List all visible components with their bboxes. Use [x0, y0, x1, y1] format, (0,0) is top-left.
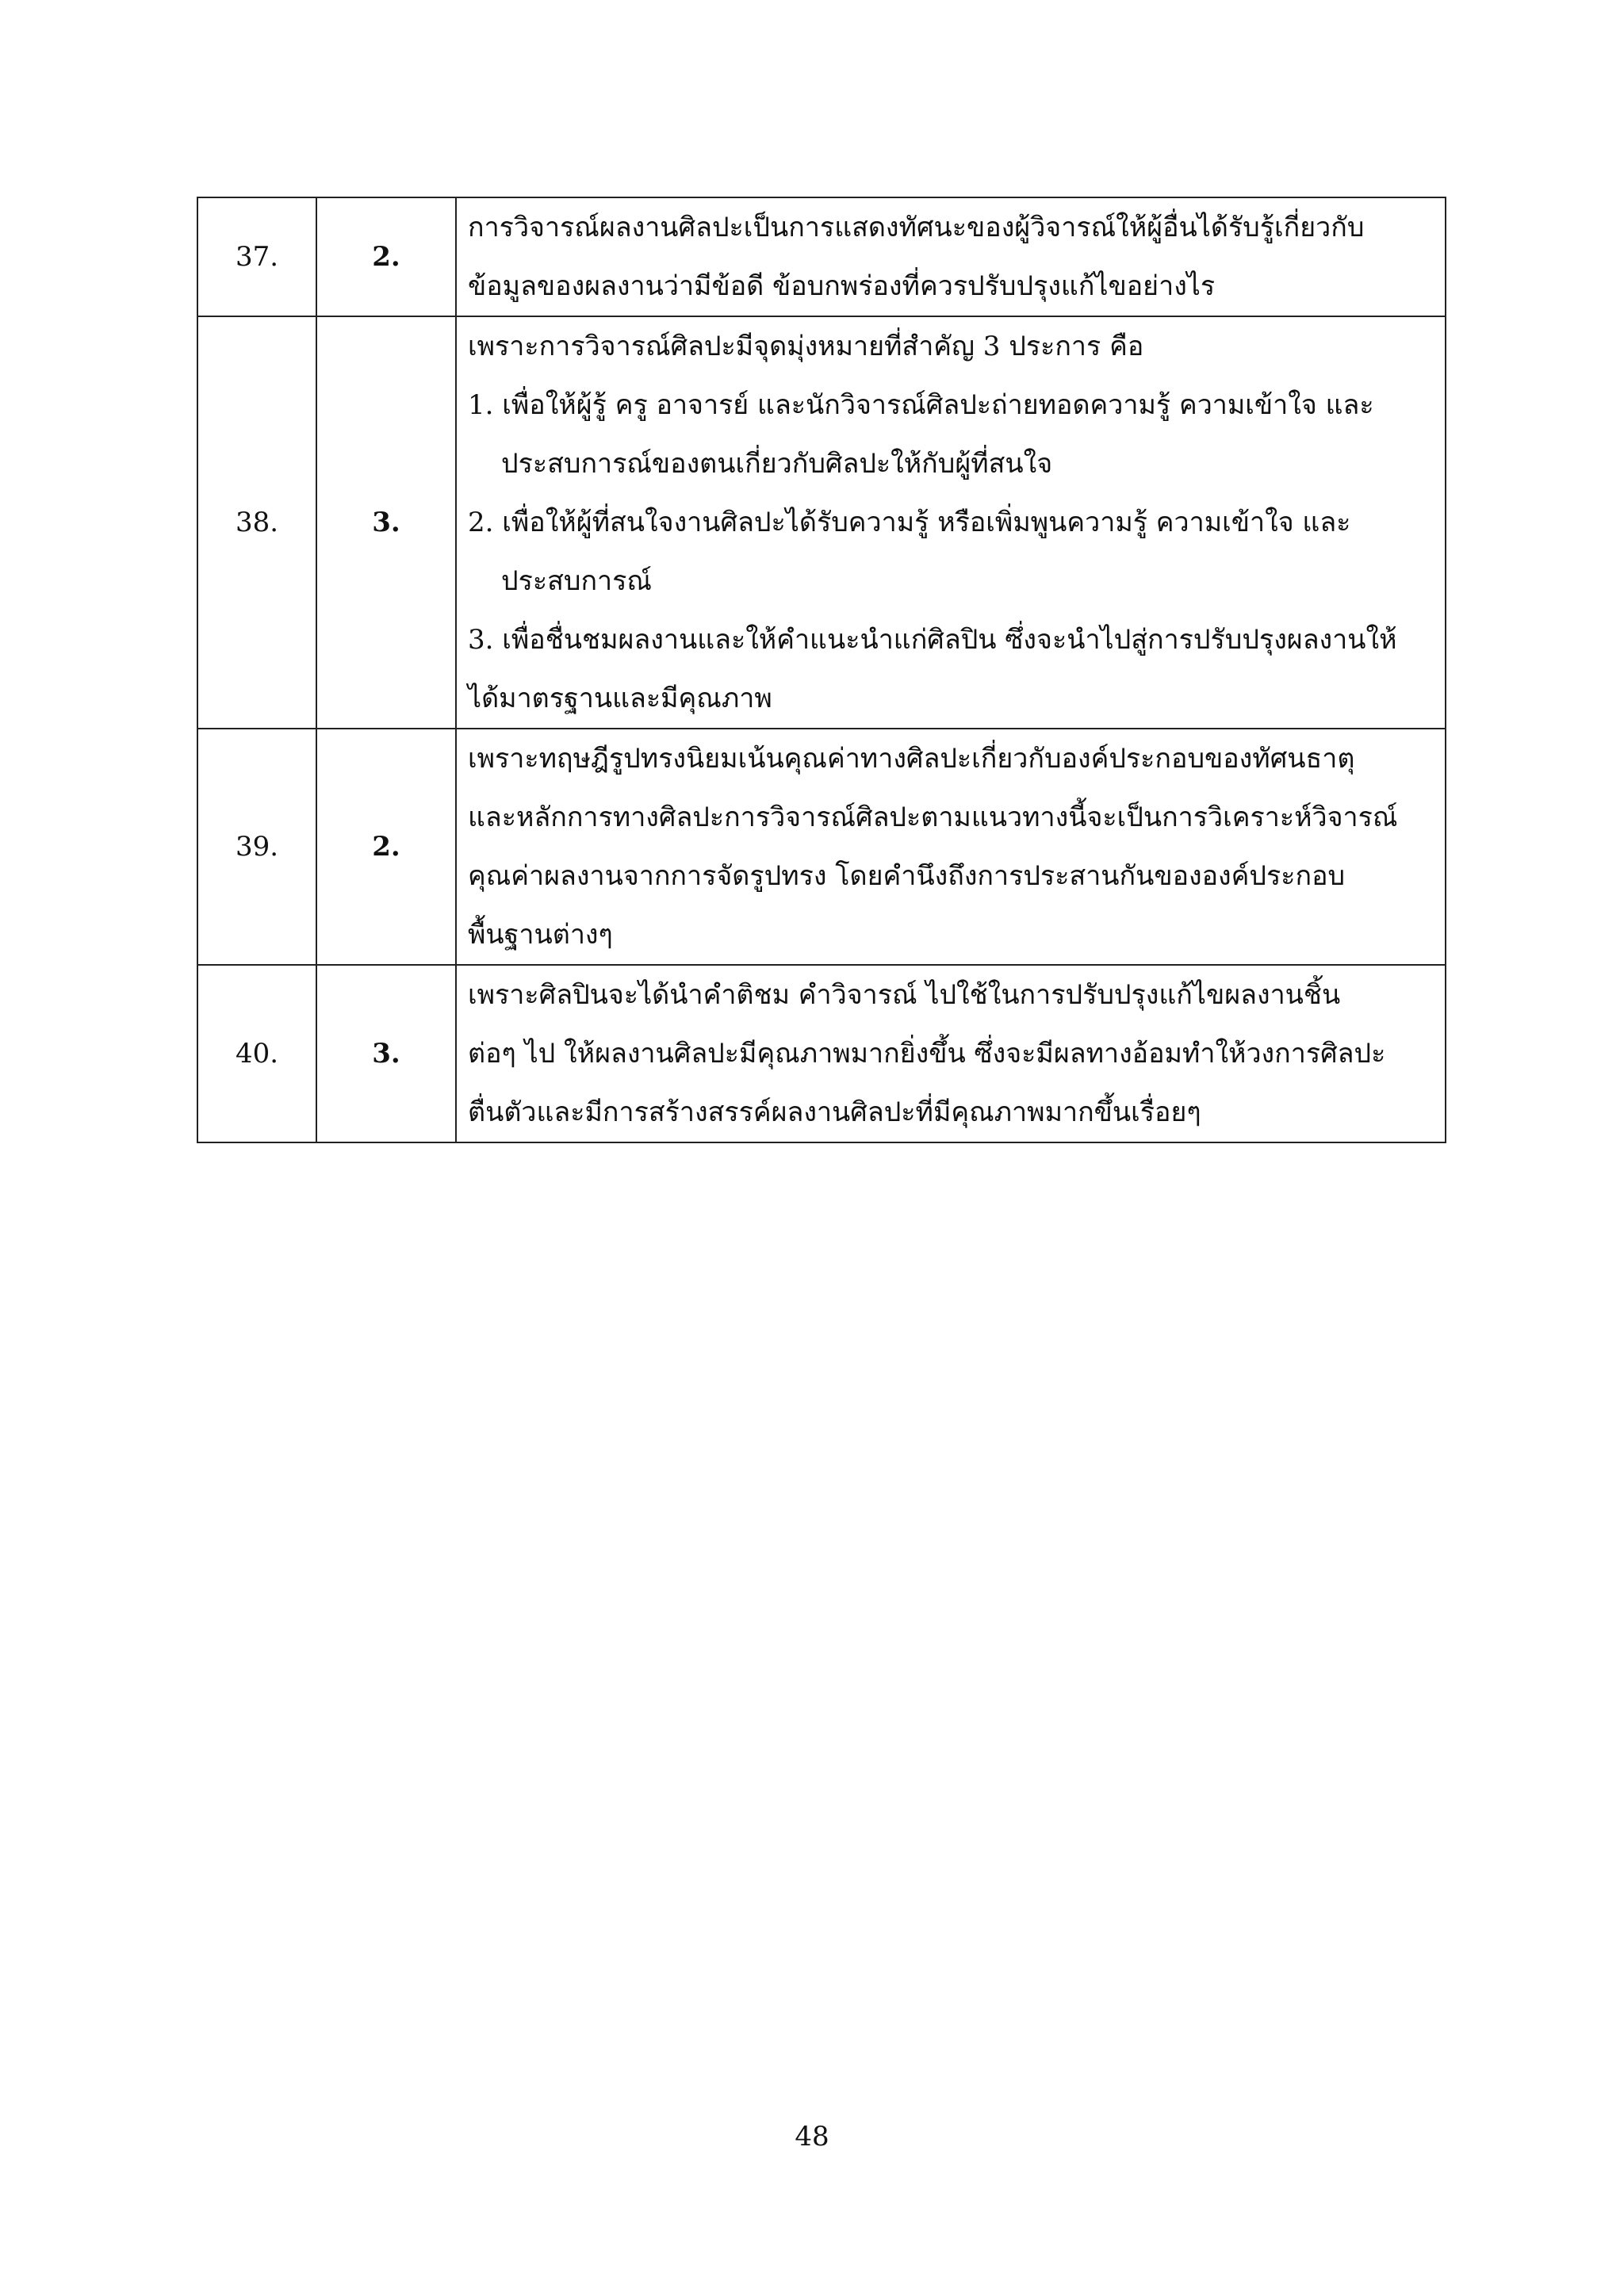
- answer-choice: 3.: [316, 965, 456, 1142]
- explanation-line: ตื่นตัวและมีการสร้างสรรค์ผลงานศิลปะที่มีคุณภาพมากขึ้นเรื่อยๆ: [468, 1096, 1201, 1128]
- table-row: [197, 197, 1446, 316]
- table-row: [197, 729, 1446, 965]
- table-row: [197, 316, 1446, 729]
- answer-table: [197, 197, 1446, 1143]
- explanation-line: การวิจารณ์ผลงานศิลปะเป็นการแสดงทัศนะของผู้วิจารณ์ให้ผู้อื่นได้รับรู้เกี่ยวกับ: [468, 212, 1365, 243]
- question-number: 39.: [197, 729, 316, 965]
- question-number: 37.: [197, 197, 316, 316]
- explanation-cell: [456, 965, 1446, 1142]
- answer-choice: 3.: [316, 316, 456, 729]
- explanation-line: เพราะศิลปินจะได้นำคำติชม คำวิจารณ์ ไปใช้ในการปรับปรุงแก้ไขผลงานชิ้น: [468, 979, 1341, 1011]
- explanation-line: เพราะทฤษฎีรูปทรงนิยมเน้นคุณค่าทางศิลปะเกี่ยวกับองค์ประกอบของทัศนธาตุ: [468, 743, 1355, 775]
- explanation-line: คุณค่าผลงานจากการจัดรูปทรง โดยคำนึงถึงการประสานกันขององค์ประกอบ: [468, 860, 1346, 892]
- explanation-cell: [456, 316, 1446, 729]
- explanation-line: เพราะการวิจารณ์ศิลปะมีจุดมุ่งหมายที่สำคัญ 3 ประการ คือ: [468, 331, 1144, 362]
- explanation-cell: [456, 197, 1446, 316]
- answer-choice: 2.: [316, 729, 456, 965]
- table-row: [197, 965, 1446, 1142]
- explanation-line: ข้อมูลของผลงานว่ามีข้อดี ข้อบกพร่องที่ควรปรับปรุงแก้ไขอย่างไร: [468, 270, 1216, 302]
- explanation-line: ได้มาตรฐานและมีคุณภาพ: [468, 683, 772, 714]
- explanation-line: ประสบการณ์: [501, 565, 652, 597]
- explanation-cell: [456, 729, 1446, 965]
- explanation-line: 2. เพื่อให้ผู้ที่สนใจงานศิลปะได้รับความรู้ หรือเพิ่มพูนความรู้ ความเข้าใจ และ: [468, 507, 1351, 538]
- explanation-line: ต่อๆ ไป ให้ผลงานศิลปะมีคุณภาพมากยิ่งขึ้น ซึ่งจะมีผลทางอ้อมทำให้วงการศิลปะ: [468, 1038, 1386, 1070]
- answer-choice: 2.: [316, 197, 456, 316]
- explanation-line: พื้นฐานต่างๆ: [468, 919, 613, 951]
- explanation-line: ประสบการณ์ของตนเกี่ยวกับศิลปะให้กับผู้ที่สนใจ: [501, 448, 1053, 480]
- explanation-line: และหลักการทางศิลปะการวิจารณ์ศิลปะตามแนวทางนี้จะเป็นการวิเคราะห์วิจารณ์: [468, 802, 1398, 833]
- question-number: 38.: [197, 316, 316, 729]
- explanation-line: 3. เพื่อชื่นชมผลงานและให้คำแนะนำแก่ศิลปิน ซึ่งจะนำไปสู่การปรับปรุงผลงานให้: [468, 624, 1397, 656]
- page-number: 48: [795, 2121, 829, 2152]
- explanation-line: 1. เพื่อให้ผู้รู้ ครู อาจารย์ และนักวิจารณ์ศิลปะถ่ายทอดความรู้ ความเข้าใจ และ: [468, 389, 1374, 421]
- question-number: 40.: [197, 965, 316, 1142]
